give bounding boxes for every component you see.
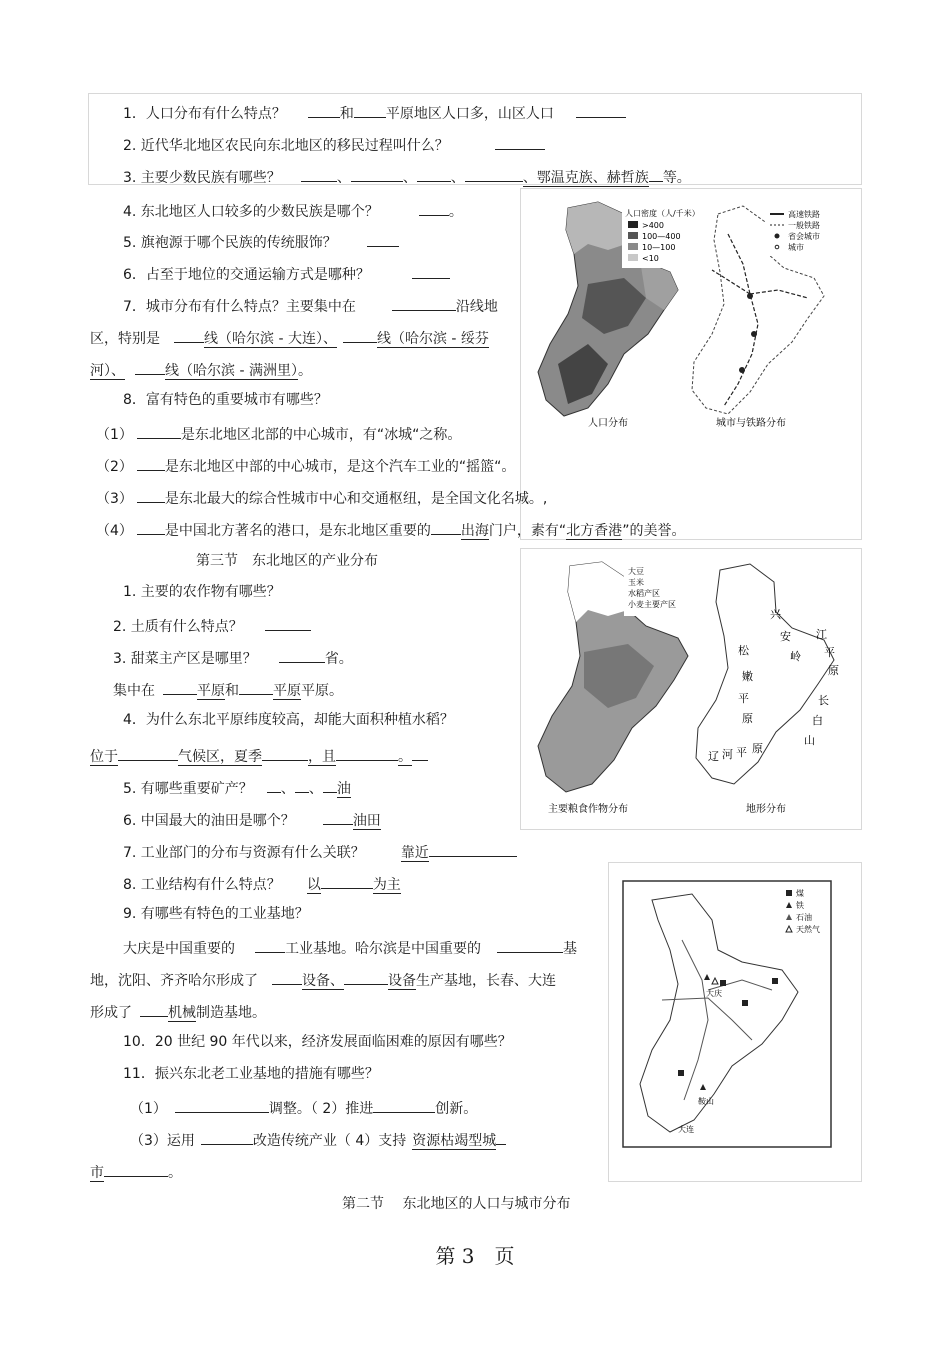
map2-caption-right: 地形分布 [746,804,786,815]
section3-title: 第三节 东北地区的产业分布 [196,553,378,569]
page-number: 第 3 页 [435,1244,515,1268]
s2-q3: 3. 主要少数民族有哪些？ 、 、 、 、鄂温克族、赫哲族 等。 [123,165,691,188]
city-anshan: 鞍山 [698,1097,714,1106]
s3-q11: 11．振兴东北老工业基地的措施有哪些？ [123,1066,379,1082]
terrain-label-5: 嫩 [742,670,753,683]
terrain-label-1: 兴 [770,608,781,621]
legend-rail-1: 高速铁路 [788,210,820,219]
s3-q7: 7. 工业部门的分布与资源有什么关联？ 靠近 [123,840,517,863]
crops-terrain-map [528,556,854,822]
s3-q1: 1. 主要的农作物有哪些？ [123,584,281,600]
terrain-label-8: 江 [816,628,827,641]
s3-q3-l2: 集中在 平原和 平原平原。 [113,678,343,701]
mineral-resources-map [622,880,832,1150]
legend-crop-3: 水稻产区 [628,589,660,598]
terrain-label-12: 白 [812,714,823,727]
terrain-label-6: 平 [738,692,749,705]
s3-q11-l1: （1） 调整。（ 2）推进 创新。 [130,1096,477,1119]
s2-q4: 4. 东北地区人口较多的少数民族是哪个？ 。 [123,199,463,222]
terrain-label-14: 辽 [708,750,719,763]
s2-q5: 5. 旗袍源于哪个民族的传统服饰？ [123,230,399,253]
s3-q4-l2: 位于 气候区，夏季 ，且 。 [90,744,428,767]
legend-title-density: 人口密度（人/千米） [625,209,700,218]
s2-q6: 6．占至于地位的交通运输方式是哪种？ [123,262,450,285]
terrain-label-3: 岭 [790,650,801,663]
terrain-label-17: 原 [752,742,763,755]
s3-q10: 10．20 世纪 90 年代以来，经济发展面临困难的原因有哪些？ [123,1034,512,1050]
city-daqing: 大庆 [706,989,722,998]
s3-q5: 5. 有哪些重要矿产？ 、 、 油 [123,776,351,799]
s2-q8-c3: （3） 是东北最大的综合性城市中心和交通枢纽，是全国文化名城。, [96,486,547,509]
legend-density-1: >400 [642,221,664,230]
s3-q6: 6. 中国最大的油田是哪个？ 油田 [123,808,381,831]
legend-mineral-2: 铁 [796,901,804,910]
s3-q3: 3. 甜菜主产区是哪里？ 省。 [113,646,353,669]
s3-q2: 2. 土质有什么特点？ [113,614,311,637]
legend-density-2: 100—400 [642,232,681,241]
terrain-label-16: 平 [736,746,747,759]
legend-density-3: 10—100 [642,243,676,252]
terrain-label-4: 松 [738,644,749,657]
legend-rail-3: 省会城市 [788,232,820,241]
footer-section-title: 第二节 东北地区的人口与城市分布 [342,1196,571,1212]
legend-mineral-3: 石油 [796,913,812,922]
map2-caption-left: 主要粮食作物分布 [548,804,628,815]
map1-caption-left: 人口分布 [588,418,628,429]
terrain-label-9: 平 [824,646,835,659]
s3-q11-l2: （3）运用 改造传统产业（ 4）支持 资源枯竭型城 [130,1128,506,1151]
s3-q4: 4．为什么东北平原纬度较高，却能大面积种植水稻？ [123,712,454,728]
city-dalian: 大连 [678,1125,694,1134]
s3-q9: 9. 有哪些有特色的工业基地？ [123,906,309,922]
legend-crop-2: 玉米 [628,578,644,587]
terrain-label-11: 长 [818,694,829,707]
s2-q8-c2: （2） 是东北地区中部的中心城市，是这个汽车工业的“摇篮“。 [96,454,515,477]
terrain-label-15: 河 [722,748,733,761]
s2-q8-c1: （1） 是东北地区北部的中心城市，有“冰城“之称。 [96,422,461,445]
s2-q1: 1．人口分布有什么特点？ 和 平原地区人口多，山区人口 [123,101,626,124]
legend-rail-2: 一般铁路 [788,221,820,230]
terrain-label-10: 原 [828,664,839,677]
s2-q7: 7．城市分布有什么特点？主要集中在 沿线地 [123,294,498,317]
terrain-label-7: 原 [742,712,753,725]
legend-mineral-4: 天然气 [796,925,820,934]
s3-q8: 8. 工业结构有什么特点？ 以 为主 [123,872,401,895]
s2-q7-l3: 河）、 线（哈尔滨 - 满洲里）。 [90,358,312,381]
s2-q8-c4: （4） 是中国北方著名的港口，是东北地区重要的 出海门户，素有“北方香港”的美誉。 [96,518,685,541]
s3-q9-l3: 形成了 机械制造基地。 [90,1000,266,1023]
s3-q9-l2: 地，沈阳、齐齐哈尔形成了 设备、 设备生产基地，长春、大连 [90,968,556,991]
legend-crop-4: 小麦主要产区 [628,600,676,609]
s2-q8: 8．富有特色的重要城市有哪些？ [123,392,328,408]
s3-q11-l3: 市 。 [90,1160,182,1183]
terrain-label-2: 安 [780,630,791,643]
legend-rail-4: 城市 [788,243,804,252]
map1-caption-right: 城市与铁路分布 [716,418,786,429]
s2-q2: 2. 近代华北地区农民向东北地区的移民过程叫什么？ [123,133,545,156]
s2-q7-l2: 区，特别是 线（哈尔滨 - 大连）、 线（哈尔滨 - 绥芬 [90,326,489,349]
legend-mineral-1: 煤 [796,889,804,898]
legend-crop-1: 大豆 [628,567,644,576]
s3-q9-l1: 大庆是中国重要的 工业基地。哈尔滨是中国重要的 基 [123,936,577,959]
terrain-label-13: 山 [804,734,815,747]
legend-density-4: <10 [642,254,659,263]
population-railway-map [528,194,854,434]
